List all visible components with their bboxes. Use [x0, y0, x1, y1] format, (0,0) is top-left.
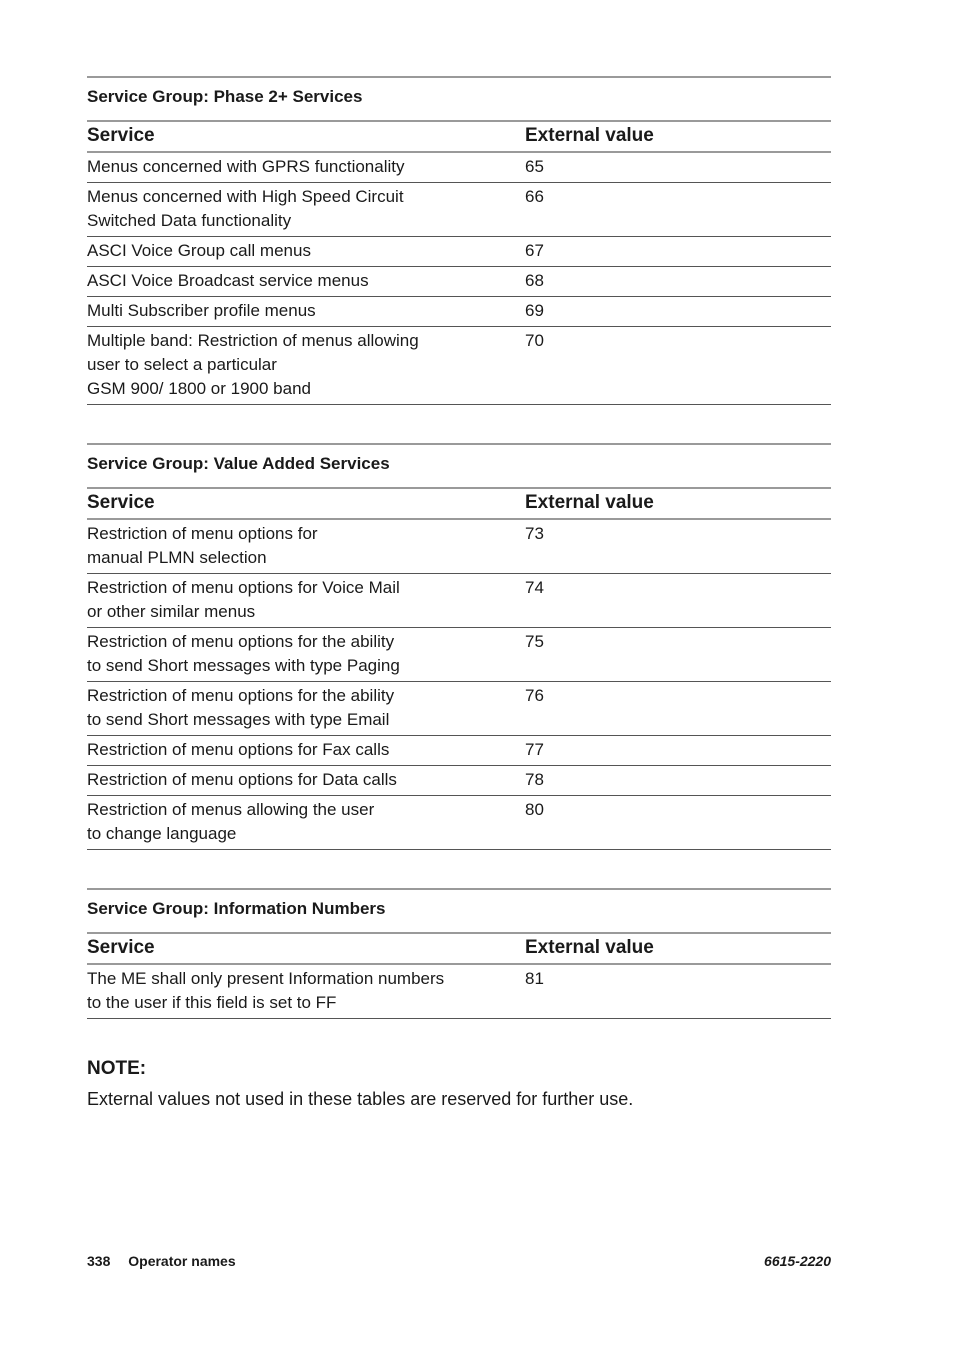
note-text: External values not used in these tables are reserved for further use.: [87, 1089, 634, 1109]
service-group-phase2: [87, 76, 831, 405]
table-header-row: [87, 488, 831, 519]
value-cell: 66: [525, 183, 831, 237]
service-cell: Restriction of menu options for Data calls: [87, 766, 525, 796]
table-header-row: [87, 121, 831, 152]
table-row: [87, 736, 831, 766]
document-number: 6615-2220: [764, 1253, 831, 1269]
value-cell: 74: [525, 574, 831, 628]
table-row: [87, 628, 831, 682]
note-title: NOTE:: [87, 1058, 147, 1079]
table-row: [87, 682, 831, 736]
value-cell: 70: [525, 327, 831, 405]
value-cell: 76: [525, 682, 831, 736]
service-table: [87, 120, 831, 405]
column-header-service: Service: [87, 933, 525, 964]
value-cell: 73: [525, 519, 831, 574]
service-group-information-numbers: [87, 888, 831, 1019]
service-cell: Restriction of menu options for Fax calls: [87, 736, 525, 766]
table-row: [87, 796, 831, 850]
column-header-service: Service: [87, 488, 525, 519]
value-cell: 69: [525, 297, 831, 327]
group-title: Service Group: Phase 2+ Services: [87, 87, 363, 106]
service-cell: Multiple band: Restriction of menus allowing user to select a particular GSM 900/ 1800 or 1900 band: [87, 327, 525, 405]
table-row: [87, 327, 831, 405]
column-header-external-value: External value: [525, 488, 831, 519]
value-cell: 81: [525, 964, 831, 1019]
table-row: [87, 766, 831, 796]
table-header-row: [87, 933, 831, 964]
service-table: [87, 487, 831, 850]
service-cell: Restriction of menu options for the ability to send Short messages with type Paging: [87, 628, 525, 682]
service-cell: Restriction of menus allowing the user to change language: [87, 796, 525, 850]
table-row: [87, 297, 831, 327]
service-table: [87, 932, 831, 1019]
service-cell: Multi Subscriber profile menus: [87, 297, 525, 327]
page-number: 338: [87, 1253, 111, 1269]
section-name: Operator names: [128, 1253, 236, 1269]
service-cell: ASCI Voice Broadcast service menus: [87, 267, 525, 297]
page-footer: [87, 1251, 831, 1271]
service-cell: Restriction of menu options for manual PLMN selection: [87, 519, 525, 574]
group-title: Service Group: Value Added Services: [87, 454, 390, 473]
service-cell: Restriction of menu options for the ability to send Short messages with type Email: [87, 682, 525, 736]
value-cell: 65: [525, 152, 831, 183]
group-title: Service Group: Information Numbers: [87, 899, 386, 918]
service-group-value-added: [87, 443, 831, 850]
column-header-external-value: External value: [525, 933, 831, 964]
value-cell: 68: [525, 267, 831, 297]
value-cell: 67: [525, 237, 831, 267]
value-cell: 80: [525, 796, 831, 850]
column-header-external-value: External value: [525, 121, 831, 152]
value-cell: 77: [525, 736, 831, 766]
table-row: [87, 183, 831, 237]
table-row: [87, 519, 831, 574]
table-row: [87, 152, 831, 183]
table-row: [87, 964, 831, 1019]
value-cell: 75: [525, 628, 831, 682]
note: [87, 1057, 831, 1111]
service-cell: ASCI Voice Group call menus: [87, 237, 525, 267]
column-header-service: Service: [87, 121, 525, 152]
service-cell: The ME shall only present Information numbers to the user if this field is set to FF: [87, 964, 525, 1019]
service-cell: Restriction of menu options for Voice Mail or other similar menus: [87, 574, 525, 628]
value-cell: 78: [525, 766, 831, 796]
table-row: [87, 267, 831, 297]
service-cell: Menus concerned with GPRS functionality: [87, 152, 525, 183]
table-row: [87, 237, 831, 267]
service-cell: Menus concerned with High Speed Circuit Switched Data functionality: [87, 183, 525, 237]
table-row: [87, 574, 831, 628]
document-body: [87, 76, 831, 1111]
